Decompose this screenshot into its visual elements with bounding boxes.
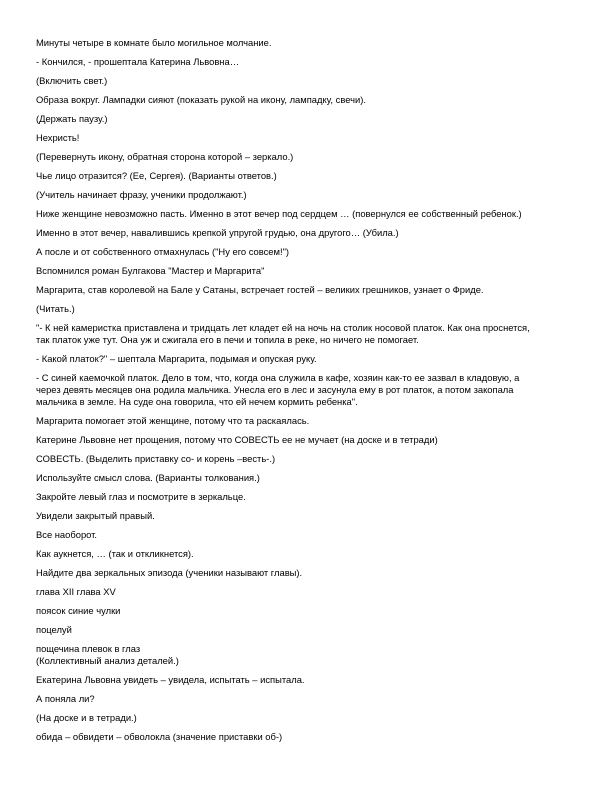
quote-line: так платок уже тут. Она уж и сжигала его в печи и топила в реке, но ничего не помогает.: [36, 334, 419, 345]
paragraph: Найдите два зеркальных эпизода (ученики называют главы).: [36, 567, 303, 578]
paragraph: Увидели закрытый правый.: [36, 510, 155, 521]
paragraph: - Кончился, - прошептала Катерина Львовна…: [36, 56, 240, 67]
paragraph: Чье лицо отразится? (Ее, Сергея). (Варианты ответов.): [36, 170, 277, 181]
quote-line: - С синей каемочкой платок. Дело в том, что, когда она служила в кафе, хозяин как-то ее зазвал в кладовую, а: [36, 372, 520, 383]
paragraph: Все наоборот.: [36, 529, 98, 540]
paragraph: Используйте смысл слова. (Варианты толкования.): [36, 472, 260, 483]
paragraph: Закройте левый глаз и посмотрите в зеркальце.: [36, 491, 246, 502]
paragraph: Ниже женщине невозможно пасть. Именно в этот вечер под сердцем … (повернулся ее собственный ребенок.): [36, 208, 522, 219]
paragraph: Как аукнется, … (так и откликнется).: [36, 548, 194, 559]
paragraph: А после и от собственного отмахнулась ("Ну его совсем!"): [36, 246, 290, 257]
paragraph: (Перевернуть икону, обратная сторона которой – зеркало.): [36, 151, 294, 162]
paragraph: Минуты четыре в комнате было могильное молчание.: [36, 37, 272, 48]
paragraph: глава XII глава XV: [36, 586, 116, 597]
paragraph: Нехристь!: [36, 132, 80, 143]
paragraph: (Читать.): [36, 303, 75, 314]
paragraph: поцелуй: [36, 624, 72, 635]
paragraph: Образа вокруг. Лампадки сияют (показать рукой на икону, лампадку, свечи).: [36, 94, 366, 105]
quote-paragraph: [36, 322, 588, 346]
paragraph: СОВЕСТЬ. (Выделить приставку со- и корень –весть-.): [36, 453, 276, 464]
paragraph: (Учитель начинает фразу, ученики продолжают.): [36, 189, 247, 200]
paragraph: Маргарита помогает этой женщине, потому что та раскаялась.: [36, 415, 310, 426]
paragraph: Вспомнился роман Булгакова "Мастер и Маргарита": [36, 265, 265, 276]
paragraph: (На доске и в тетради.): [36, 712, 137, 723]
paragraph: - Какой платок?" – шептала Маргарита, подымая и опуская руку.: [36, 353, 317, 364]
paragraph: поясок синие чулки: [36, 605, 121, 616]
paragraph: (Держать паузу.): [36, 113, 108, 124]
paragraph: Маргарита, став королевой на Бале у Сатаны, встречает гостей – великих грешников, узнает о Фриде.: [36, 284, 484, 295]
quote-line: через девять месяцев она родила мальчика. Унесла его в лес и засунула ему в рот платок, а потом закопала: [36, 384, 514, 395]
paragraph: обида – обвидети – обволокла (значение приставки об-): [36, 731, 283, 742]
paragraph: (Включить свет.): [36, 75, 108, 86]
paragraph: А поняла ли?: [36, 693, 95, 704]
paragraph: Екатерина Львовна увидеть – увидела, испытать – испытала.: [36, 674, 305, 685]
paragraph: Катерине Львовне нет прощения, потому что СОВЕСТЬ ее не мучает (на доске и в тетради): [36, 434, 438, 445]
document-page: [36, 37, 588, 750]
quote-line: мальчика в земле. На суде она говорила, что ей нечем кормить ребенка".: [36, 396, 358, 407]
quote-paragraph: [36, 372, 588, 408]
block-line: (Коллективный анализ деталей.): [36, 655, 179, 666]
paragraph-block: [36, 643, 588, 667]
paragraph: Именно в этот вечер, навалившись крепкой упругой грудью, она другого… (Убила.): [36, 227, 399, 238]
quote-line: "- К ней камеристка приставлена и тридцать лет кладет ей на ночь на столик носовой платок. Как она проснется,: [36, 322, 530, 333]
block-line: пощечина плевок в глаз: [36, 643, 141, 654]
